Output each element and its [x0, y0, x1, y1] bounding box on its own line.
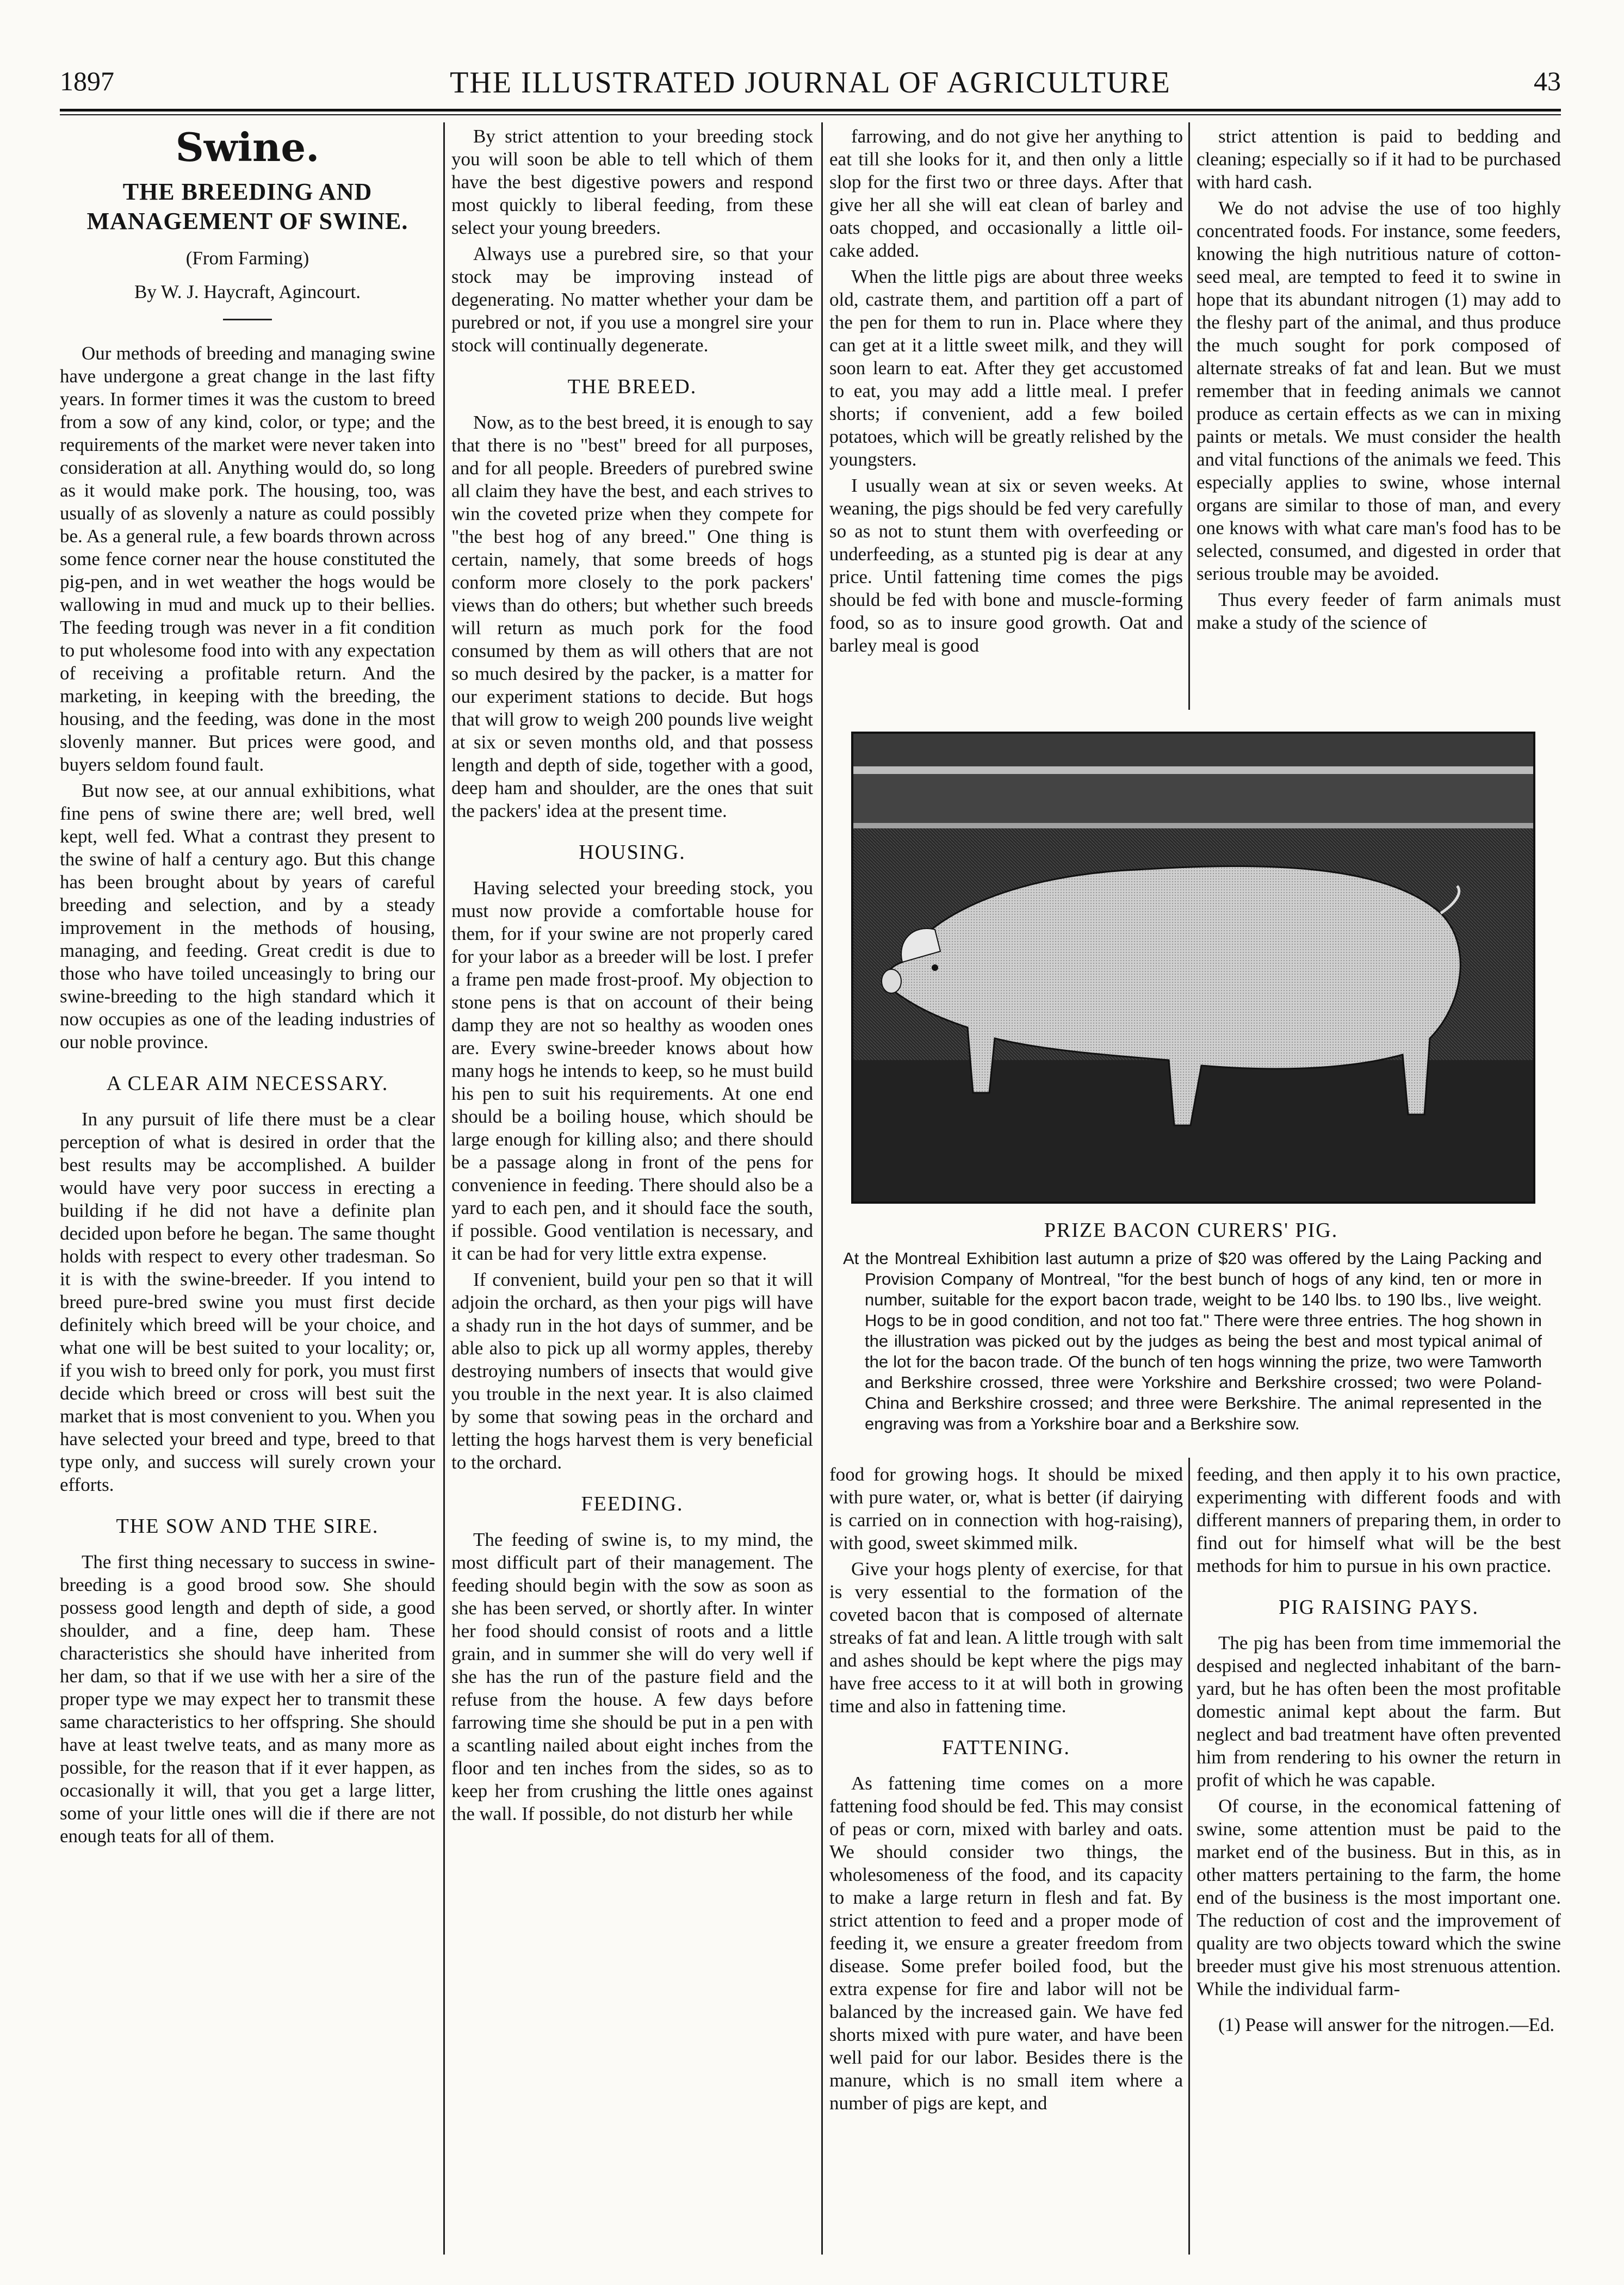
paragraph: But now see, at our annual exhibitions, what fine pens of swine there are; well bred, well kept, well fed. What a contrast they present to the swine of half a century ago. But this change has been brought about by years of careful breeding and selection, and by a steady improvement in the methods of housing, managing, and feeding. Great credit is due to those who have toiled unceasingly to bring our swine-breeding to the high standard which it now occupies as one of the leading industries of our noble province.	[60, 780, 435, 1052]
paragraph: We do not advise the use of too highly concentrated foods. For instance, some feeders, knowing the high nutritious nature of cotton-seed meal, are tempted to feed it to swine in hope that its abundant nitrogen (1) may add to the fleshy part of the animal, and thus produce the much sought for pork composed of alternate streaks of fat and lean. But we must remember that in feeding animals we cannot produce as certain effects as we can in mixing paints or metals. We must consider the health and vital functions of the animals we feed. This especially applies to swine, whose internal organs are similar to those of man, and every one knows with what care man's food has to be selected, consumed, and digested in order that serious trouble may be avoided.	[1197, 197, 1561, 584]
figure-title: PRIZE BACON CURERS' PIG.	[1044, 1219, 1338, 1242]
title-rule	[223, 319, 272, 320]
paragraph: When the little pigs are about three weeks old, castrate them, and partition off a part of the pen for them to run in. Place where they can get at it a little sweet milk, and they will soon learn to eat. After they get accustomed to eat, you may add a little meal. I prefer shorts; if convenient, add a few boiled potatoes, which will be greatly relished by the youngsters.	[829, 266, 1183, 470]
column-3-bottom	[829, 1463, 1183, 2260]
pig-illustration	[851, 732, 1535, 1204]
paragraph: Give your hogs plenty of exercise, for that is very essential to the formation of the coveted bacon that is composed of alternate streaks of fat and lean. A little trough with salt and ashes should be kept where the pigs may have free access to it at will both in growing time and also in fattening time.	[829, 1558, 1183, 1717]
paragraph: Always use a purebred sire, so that your stock may be improving instead of degenerating. No matter whether your dam be purebred or not, if you use a mongrel sire your stock will continually degenerate.	[451, 243, 813, 356]
header-year: 1897	[60, 66, 114, 96]
section-heading: Swine.	[175, 125, 320, 170]
paragraph: Having selected your breeding stock, you must now provide a comfortable house for them, for if your swine are not properly cared for your labor as a breeder will be lost. I prefer a frame pen made frost-proof. My objection to stone pens is that on account of their being damp they are not so healthy as wooden ones are. Every swine-breeder knows about how many hogs he intends to keep, so he must build his pen to suit his requirements. At one end should be a boiling house, which should be large enough for killing also; and there should be a passage along in front of the pens for convenience in feeding. There should also be a yard to each pen, and it should face the south, if possible. Good ventilation is necessary, and it can be had for very little extra expense.	[451, 877, 813, 1264]
footnote: (1) Pease will answer for the nitrogen.—Ed.	[1218, 2014, 1555, 2035]
subheading: FEEDING.	[581, 1493, 684, 1515]
column-4-top	[1197, 125, 1561, 713]
header-rule-thin	[60, 114, 1561, 115]
paragraph: Now, as to the best breed, it is enough to say that there is no "best" breed for all purposes, and for all people. Breeders of purebred swine all claim they have the best, and each strives to win the coveted prize when they compete for "the best hog of any breed." One thing is certain, namely, that some breeds of hogs conform more closely to the pork packers' views than do others; but whether such breeds will return as much pork for the food consumed by them as will others that are not so much desired by the packer, is a matter for our experiment stations to decide. But hogs that will grow to weigh 200 pounds live weight at six or seven months old, and that possess length and depth of side, together with a good, deep ham and shoulder, are the ones that suit the packers' idea at the present time.	[451, 412, 813, 821]
article-byline: By W. J. Haycraft, Agincourt.	[134, 281, 361, 302]
column-divider	[1188, 1458, 1190, 2255]
paragraph: If convenient, build your pen so that it will adjoin the orchard, as then your pigs will have a shady run in the hot days of summer, and be able also to pick up all wormy apples, thereby destroying numbers of insects that would give you trouble in the next year. It is also claimed by some that sowing peas in the orchard and letting the hogs harvest them is very beneficial to the orchard.	[451, 1269, 813, 1473]
subheading: THE SOW AND THE SIRE.	[116, 1515, 379, 1538]
subheading: THE BREED.	[567, 375, 697, 398]
header-rule	[60, 109, 1561, 112]
paragraph: feeding, and then apply it to his own practice, experimenting with different foods and with different manners of preparing them, in order to find out for himself what will be the best methods for him to pursue in his own practice.	[1197, 1464, 1561, 1576]
pig-engraving	[853, 734, 1533, 1202]
journal-title: THE ILLUSTRATED JOURNAL OF AGRICULTURE	[450, 66, 1171, 100]
page-header	[60, 60, 1561, 103]
caption-paragraph: At the Montreal Exhibition last autumn a prize of $20 was offered by the Laing Packing and Provision Company of Montreal, "for the best bunch of hogs of any kind, ten or more in number, suitable for the export bacon trade, weight to be 140 lbs. to 190 lbs., live weight. Hogs to be in good condition, and not too fat." There were three entries. The hog shown in the illustration was picked out by the judges as being the best and most typical animal of the lot for the bacon trade. Of the bunch of ten hogs winning the prize, two were Tamworth and Berkshire crossed, three were Yorkshire and Berkshire crossed; two were Poland-China and Berkshire crossed; and three were Berkshire. The animal represented in the engraving was from a Yorkshire boar and a Berkshire sow.	[843, 1249, 1542, 1433]
subheading: FATTENING.	[942, 1736, 1070, 1759]
figure-caption	[835, 1248, 1542, 1434]
paragraph: The pig has been from time immemorial the despised and neglected inhabitant of the barn-yard, but he has often been the most profitable domestic animal kept about the farm. But neglect and bad treatment have often prevented him from rendering to his owner the return in profit of which he was capable.	[1197, 1632, 1561, 1791]
paragraph: Of course, in the economical fattening of swine, some attention must be paid to the market end of the business. But in this, as in other matters pertaining to the farm, the home end of the business is the most important one. The reduction of cost and the improvement of quality are two objects toward which the swine breeder must give his most strenuous attention. While the individual farm-	[1197, 1795, 1561, 1999]
article-source: (From Farming)	[185, 247, 309, 269]
paragraph: strict attention is paid to bedding and cleaning; especially so if it had to be purchased with hard cash.	[1197, 126, 1561, 193]
subheading: A CLEAR AIM NECESSARY.	[106, 1072, 389, 1095]
column-4-bottom	[1197, 1463, 1561, 2260]
paragraph: I usually wean at six or seven weeks. At weaning, the pigs should be fed very carefully so as not to stunt them with overfeeding or underfeeding, as a stunted pig is dear at any price. Until fattening time comes the pigs should be fed with bone and muscle-forming food, so as to insure good growth. Oat and barley meal is good	[829, 475, 1183, 656]
subheading: PIG RAISING PAYS.	[1278, 1596, 1479, 1619]
paragraph: Our methods of breeding and managing swine have undergone a great change in the last fifty years. In former times it was the custom to breed from a sow of any kind, color, or type; and the requirements of the market were never taken into consideration at all. Anything would do, so long as it would make pork. The housing, too, was usually of as slovenly a nature as could possibly be. As a general rule, a few boards thrown across some fence corner near the house constituted the pig-pen, and in wet weather the hogs would be wallowing in mud and muck up to their bellies. The feeding trough was never in a fit condition to put wholesome food into with any expectation of receiving a profitable return. And the marketing, in keeping with the breeding, the housing, and the feeding, was done in the most slovenly manner. But prices were good, and buyers seldom found fault.	[60, 343, 435, 775]
column-1	[60, 125, 435, 2263]
subheading: HOUSING.	[579, 841, 686, 864]
paragraph: The feeding of swine is, to my mind, the most difficult part of their management. The feeding should begin with the sow as soon as she has been served, or shortly after. In winter her food should consist of roots and a little grain, and in summer she will do very well if she has the run of the pasture field and the refuse from the house. A few days before farrowing time she should be put in a pen with a scantling nailed about eight inches from the floor and ten inches from the sides, so as to keep her from crushing the little ones against the wall. If possible, do not disturb her while	[451, 1529, 813, 1824]
column-3-top	[829, 125, 1183, 713]
page-number: 43	[1534, 66, 1561, 96]
column-divider	[443, 122, 445, 2255]
paragraph: food for growing hogs. It should be mixed with pure water, or, what is better (if dairying is carried on in connection with hog-raising), with good, sweet skimmed milk.	[829, 1464, 1183, 1553]
column-2	[451, 125, 813, 2263]
paragraph: In any pursuit of life there must be a clear perception of what is desired in order that the best results may be accomplished. A builder would have very poor success in erecting a building if he did not have a definite plan decided upon before he began. The same thought holds with respect to every other tradesman. So it is with the swine-breeder. If you intend to breed pure-bred swine you must first decide definitely which breed will be your choice, and what one will be best suited to your locality; or, if you wish to breed only for pork, you must first decide which breed or cross will best suit the market that is most convenient to you. When you have selected your breed and type, breed to that type only, and success will surely crown your efforts.	[60, 1109, 435, 1495]
paragraph: By strict attention to your breeding stock you will soon be able to tell which of them have the best digestive powers and respond most quickly to liberal feeding, from these select your young breeders.	[451, 126, 813, 238]
column-divider	[821, 122, 823, 2255]
article-title: THE BREEDING AND MANAGEMENT OF SWINE.	[86, 178, 408, 234]
column-divider	[1188, 122, 1190, 710]
paragraph: Thus every feeder of farm animals must make a study of the science of	[1197, 589, 1561, 633]
paragraph: As fattening time comes on a more fattening food should be fed. This may consist of peas or corn, mixed with barley and oats. We should consider two things, the wholesomeness of the food, and its capacity to make a large return in flesh and fat. By strict attention to feed and a proper mode of feeding it, we ensure a greater freedom from disease. Some prefer boiled food, but the extra expense for fire and labor will not be balanced by the increased gain. We have fed shorts mixed with pure water, and have been well paid for our labor. Besides there is the manure, which is no small item where a number of pigs are kept, and	[829, 1773, 1183, 2114]
paragraph: The first thing necessary to success in swine-breeding is a good brood sow. She should possess good length and depth of side, a good shoulder, and a fine, deep ham. These characteristics she should have inherited from her dam, so that if we use with her a sire of the proper type we may expect her to transmit these same characteristics to her offspring. She should have at least twelve teats, and as many more as possible, for the reason that if it ever happen, as occasionally it will, that you get a large litter, some of your little ones will die if there are not enough teats for all of them.	[60, 1551, 435, 1847]
paragraph: farrowing, and do not give her anything to eat till she looks for it, and then only a little slop for the first two or three days. After that give her all she will eat clean of barley and oats chopped, and occasionally a little oil-cake added.	[829, 126, 1183, 261]
